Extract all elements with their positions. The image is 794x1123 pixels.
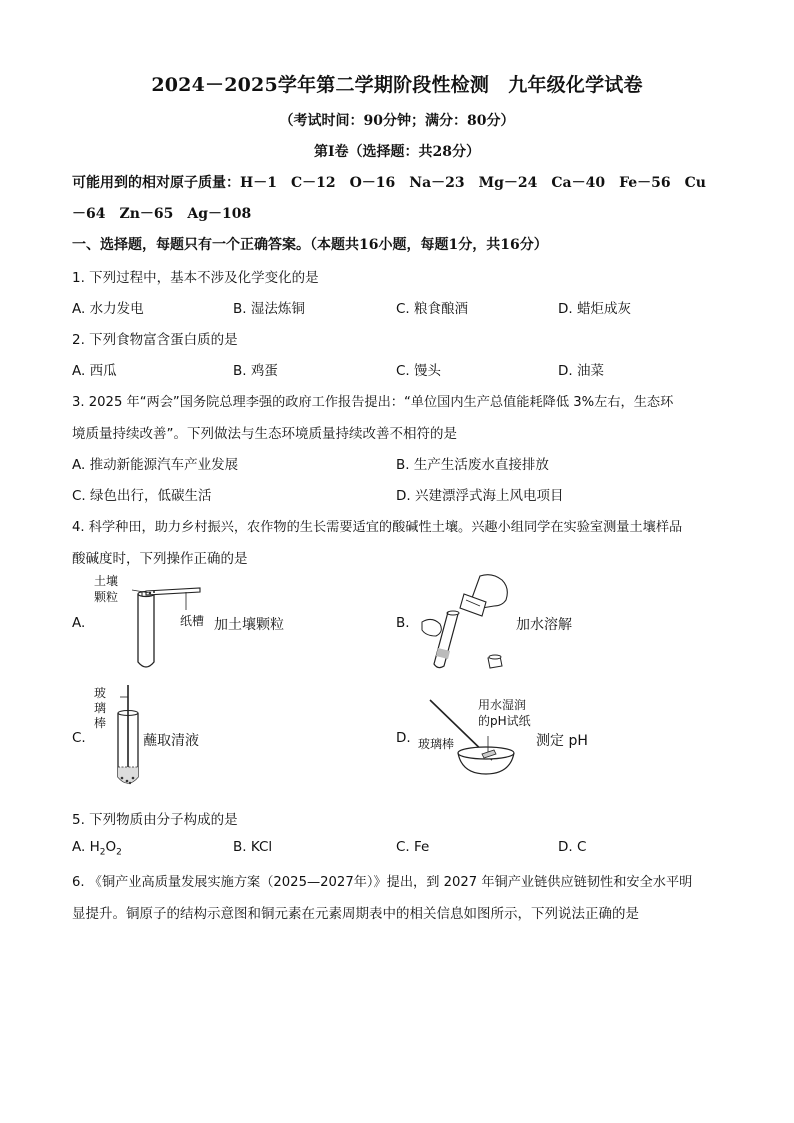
question-3-stem-line1: 3. 2025 年“两会”国务院总理李强的政府工作报告提出：“单位国内生产总值能耗降低 3%左右，生态环 (72, 395, 674, 410)
q4a-label-soil: 土壤 (94, 574, 119, 588)
exam-info: （考试时间：90分钟；满分：80分） (279, 113, 515, 129)
q4-option-a-letter[interactable]: A. (72, 615, 86, 631)
q2-option-b[interactable]: B. 鸡蛋 (233, 363, 278, 379)
question-4-stem-line1: 4. 科学种田，助力乡村振兴，农作物的生长需要适宜的酸碱性土壤。兴趣小组同学在实验室测量土壤样品 (72, 520, 683, 535)
q1-option-d[interactable]: D. 蜡炬成灰 (558, 301, 631, 317)
q4-option-c-letter[interactable]: C. (72, 730, 86, 746)
q4a-caption: 加土壤颗粒 (214, 617, 284, 633)
q5-option-a-sub-2: 2 (116, 847, 122, 858)
q4d-label-wet: 用水湿润 (478, 698, 527, 712)
q4c-caption: 蘸取清液 (143, 733, 199, 749)
q4b-caption: 加水溶解 (516, 617, 572, 633)
q5-option-a-sub-1: 2 (99, 847, 106, 858)
q3-option-c[interactable]: C. 绿色出行，低碳生活 (72, 488, 212, 504)
question-5-stem: 5. 下列物质由分子构成的是 (72, 812, 238, 828)
section-heading: 一、选择题，每题只有一个正确答案。（本题共16小题，每题1分，共16分） (72, 237, 548, 253)
q1-option-a[interactable]: A. 水力发电 (72, 301, 144, 317)
q4d-caption: 测定 pH (536, 733, 588, 749)
q2-option-d[interactable]: D. 油菜 (558, 363, 604, 379)
q4a-label-particle: 颗粒 (94, 590, 119, 604)
q4-option-b-letter[interactable]: B. (396, 615, 410, 631)
question-3-stem-line2: 境质量持续改善”。下列做法与生态环境质量持续改善不相符的是 (72, 426, 457, 442)
q4c-label-2: 璃 (94, 701, 107, 715)
question-4-stem-line2: 酸碱度时，下列操作正确的是 (72, 551, 248, 567)
q4a-test-tube-figure (120, 582, 220, 674)
question-1-stem: 1. 下列过程中，基本不涉及化学变化的是 (72, 270, 319, 286)
q4d-label-glass-rod: 玻璃棒 (418, 737, 455, 751)
question-6-stem-line2: 显提升。铜原子的结构示意图和铜元素在元素周期表中的相关信息如图所示，下列说法正确的是 (72, 906, 639, 922)
question-6-stem-line1: 6. 《铜产业高质量发展实施方案（2025—2027年）》提出，到 2027 年铜产业链供应链韧性和安全水平明 (72, 875, 693, 890)
q3-option-a[interactable]: A. 推动新能源汽车产业发展 (72, 457, 239, 473)
q2-option-c[interactable]: C. 馒头 (396, 363, 442, 379)
q4a-label-paper-trough: 纸槽 (180, 614, 205, 628)
q1-option-b[interactable]: B. 湿法炼铜 (233, 301, 305, 317)
q3-option-d[interactable]: D. 兴建漂浮式海上风电项目 (396, 488, 564, 504)
q4d-label-ph-paper: 的pH试纸 (478, 714, 531, 728)
q5-option-a-text: A. H (72, 839, 100, 855)
q5-option-c[interactable]: C. Fe (396, 839, 430, 855)
q5-option-a-o: O (105, 839, 117, 855)
q1-option-c[interactable]: C. 粮食酿酒 (396, 301, 469, 317)
exam-title: 2024－2025学年第二学期阶段性检测 九年级化学试卷 (151, 74, 643, 96)
q5-option-d[interactable]: D. C (558, 839, 587, 855)
question-2-stem: 2. 下列食物富含蛋白质的是 (72, 332, 238, 348)
atomic-masses-line1: 可能用到的相对原子质量：H－1 C－12 O－16 Na－23 Mg－24 Ca－40 Fe－56 Cu (72, 175, 706, 191)
q2-option-a[interactable]: A. 西瓜 (72, 363, 117, 379)
q3-option-b[interactable]: B. 生产生活废水直接排放 (396, 457, 549, 473)
q4d-dish-figure (426, 698, 536, 778)
q4c-label-1: 玻 (94, 686, 107, 700)
atomic-masses-line2: －64 Zn－65 Ag－108 (72, 206, 252, 222)
q4c-label-3: 棒 (94, 716, 107, 730)
q4b-pouring-figure (410, 572, 520, 672)
q4-option-d-letter[interactable]: D. (396, 730, 411, 746)
q5-option-a[interactable] (72, 839, 122, 858)
part-heading: 第Ⅰ卷（选择题：共28分） (313, 144, 481, 160)
q5-option-b[interactable]: B. KCl (233, 839, 273, 855)
q4c-test-tube-figure (106, 685, 146, 790)
